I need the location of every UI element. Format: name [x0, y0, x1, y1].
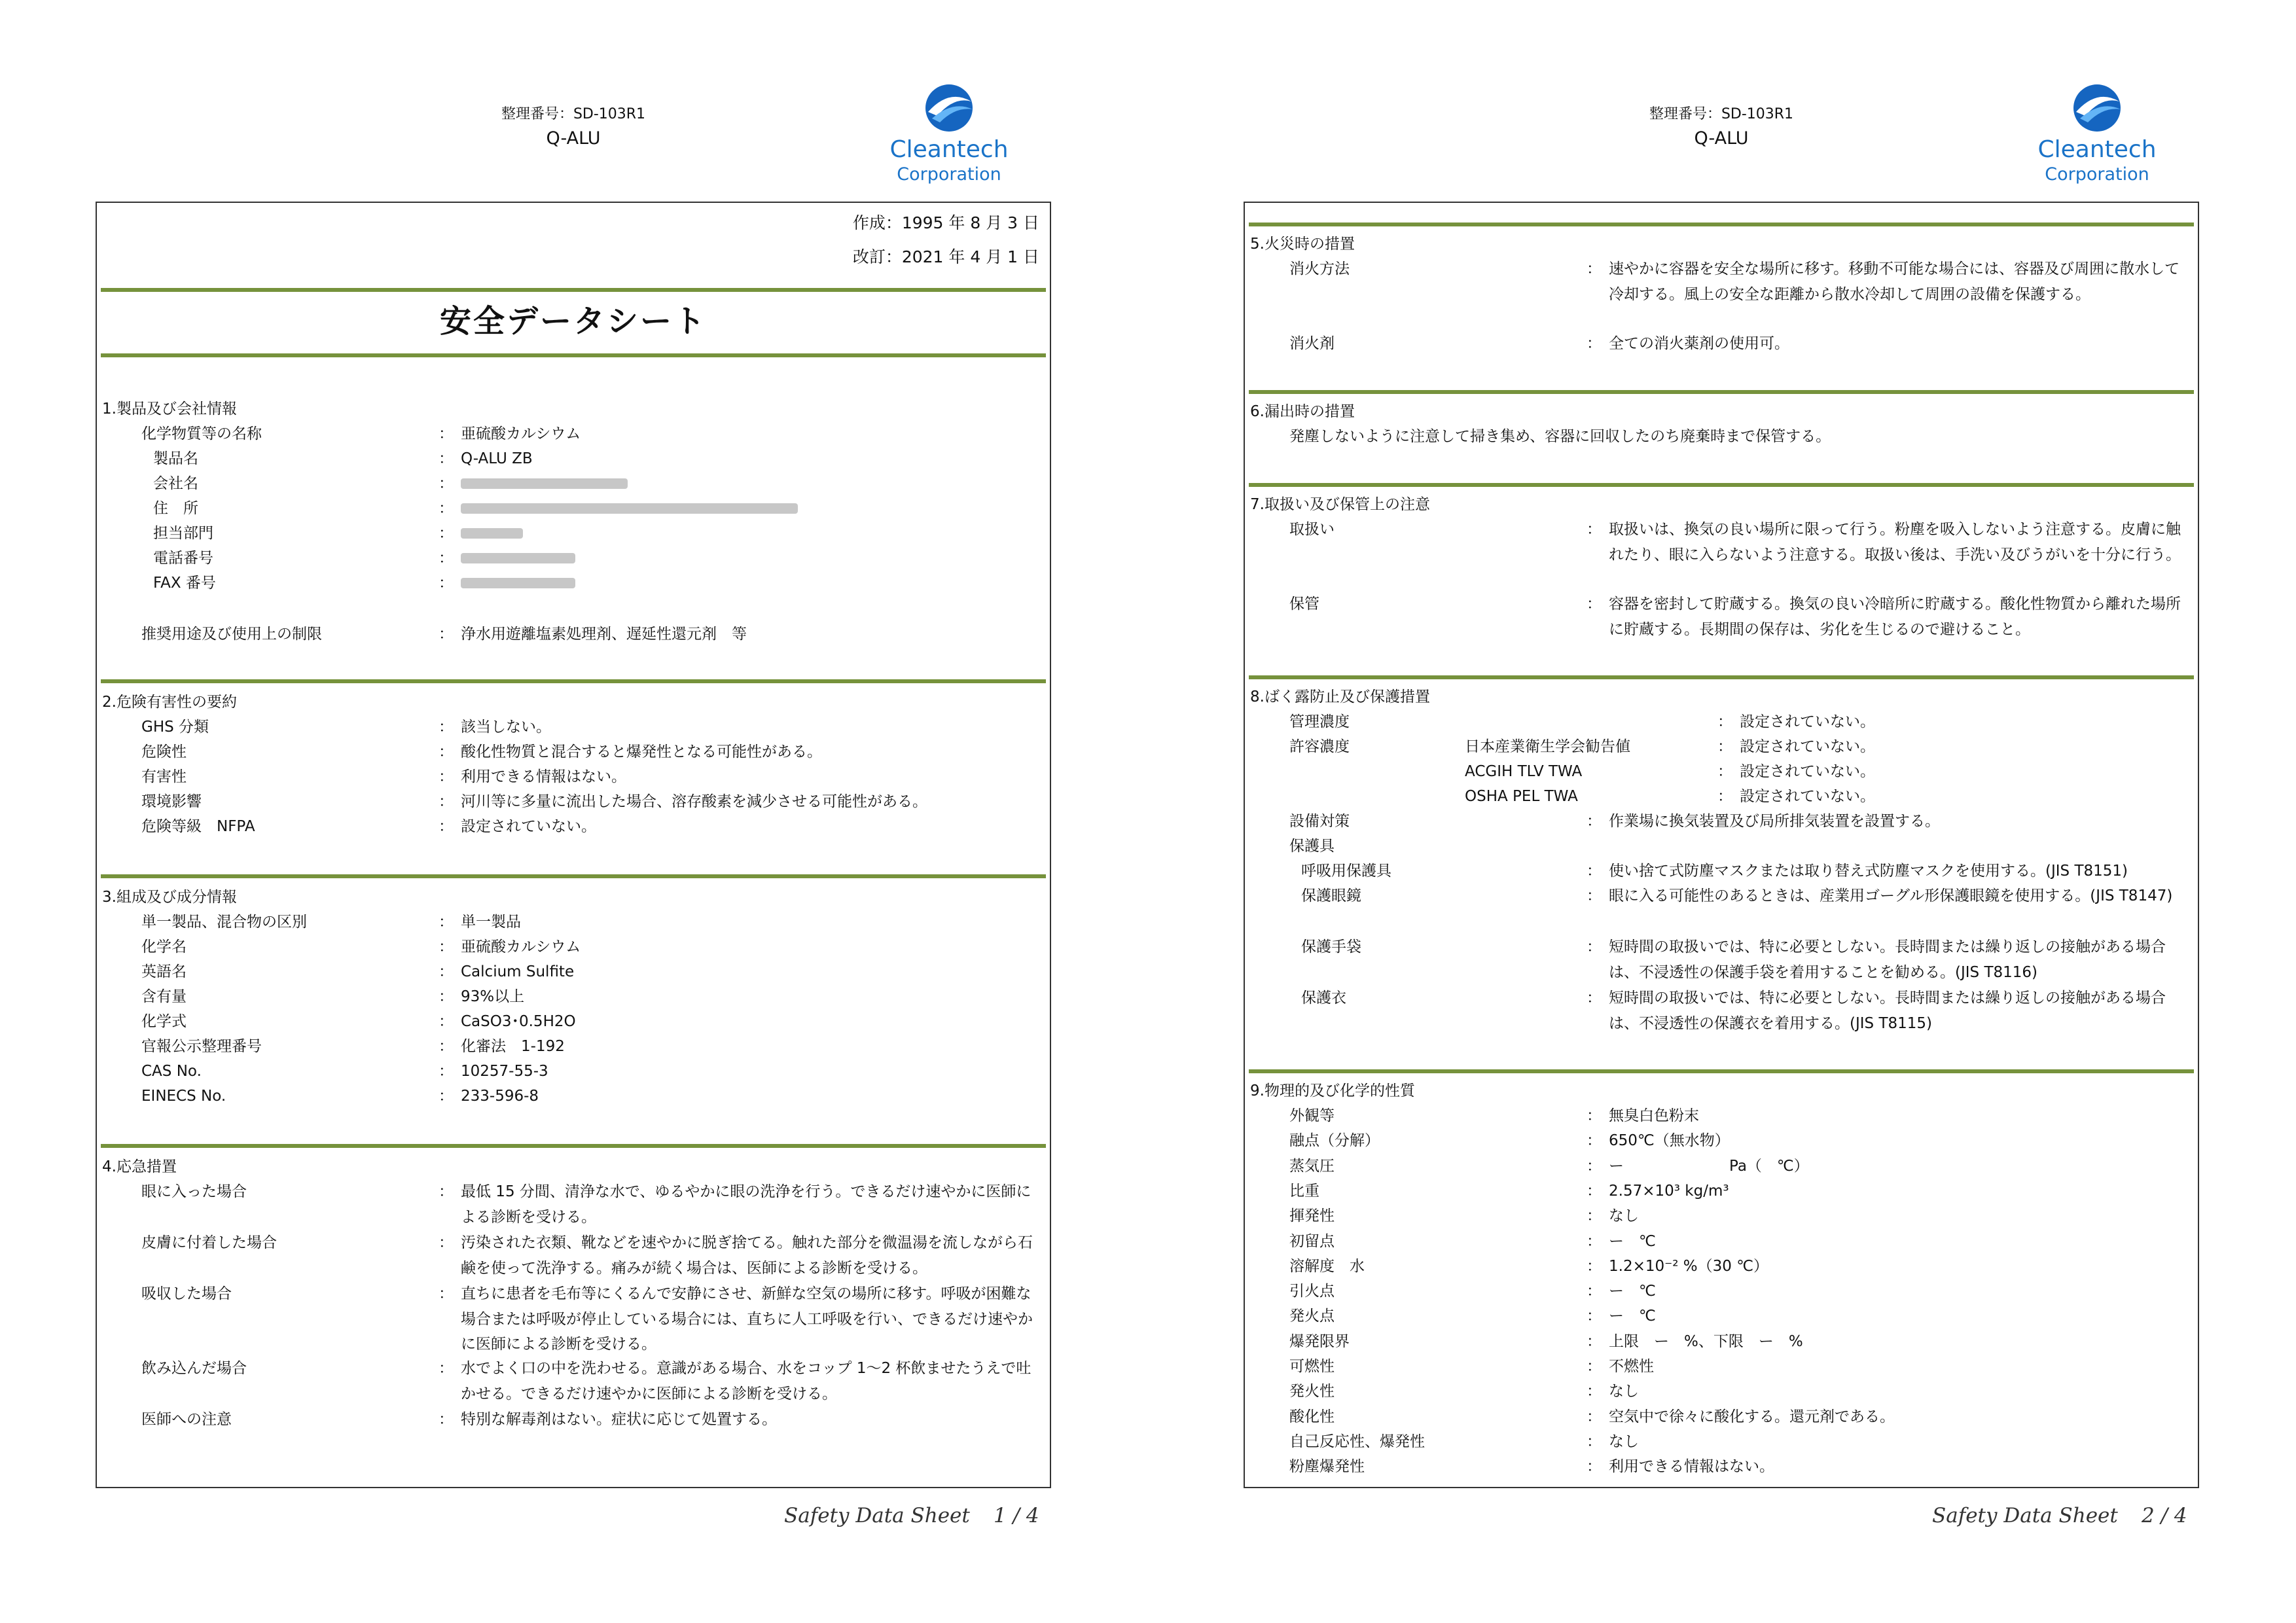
s1-value-name: 亜硫酸カルシウム: [461, 425, 581, 442]
s9-value: なし: [1609, 1383, 1639, 1400]
s2-value: 設定されていない。: [461, 818, 596, 835]
s3-value: 233-596-8: [461, 1088, 539, 1105]
s9-label: 爆発限界: [1289, 1332, 1350, 1350]
colon: ：: [1587, 1408, 1602, 1425]
s1-label-product: 製品名: [153, 450, 198, 467]
logo-name: Cleantech: [889, 136, 1009, 163]
s1-label-fax: FAX 番号: [153, 575, 216, 592]
colon: ：: [439, 1013, 454, 1030]
section-7-heading: 7.取扱い及び保管上の注意: [1250, 496, 1430, 513]
colon: ：: [1587, 1132, 1602, 1150]
section-3-heading: 3.組成及び成分情報: [102, 889, 237, 906]
s1-label-company: 会社名: [153, 475, 198, 492]
s3-value: 単一製品: [461, 914, 521, 931]
s4-label: 皮膚に付着した場合: [141, 1234, 277, 1251]
redacted-dept: [461, 528, 523, 539]
s4-value: 最低 15 分間、清浄な水で、ゆるやかに眼の洗浄を行う。できるだけ速やかに医師による診断を受ける。: [461, 1183, 1031, 1226]
s4-value: 直ちに患者を毛布等にくるんで安静にさせ、新鮮な空気の場所に移す。呼吸が困難な場合または呼吸が停止している場合には、直ちに人工呼吸を行い、できるだけ速やかに医師による診断を受ける。: [461, 1285, 1033, 1353]
s8-label-equip: 設備対策: [1289, 813, 1350, 830]
document-title: 安全データシート: [439, 303, 707, 340]
divider: [1249, 675, 2194, 679]
s3-value: Calcium Sulfite: [461, 963, 575, 980]
colon: ：: [439, 1360, 454, 1377]
s3-label: CAS No.: [141, 1063, 202, 1080]
s1-label-usage: 推奨用途及び使用上の制限: [141, 626, 322, 643]
swirl-logo-icon: [918, 82, 980, 135]
colon: ：: [1587, 1157, 1602, 1175]
section-9-heading: 9.物理的及び化学的性質: [1250, 1082, 1415, 1099]
divider: [101, 1144, 1046, 1148]
s8-ppe-value: 短時間の取扱いでは、特に必要としない。長時間または繰り返しの接触がある場合は、不浸透性の保護衣を着用する。(JIS T8115): [1609, 990, 2166, 1032]
colon: ：: [1587, 1458, 1602, 1476]
s2-value: 河川等に多量に流出した場合、溶存酸素を減少させる可能性がある。: [461, 793, 927, 810]
s4-label: 眼に入った場合: [141, 1183, 247, 1200]
s9-label: 酸化性: [1289, 1408, 1335, 1425]
s9-label: 揮発性: [1289, 1207, 1335, 1225]
redacted-fax: [461, 578, 575, 588]
s9-value: なし: [1609, 1207, 1639, 1225]
s3-value: 亜硫酸カルシウム: [461, 938, 581, 955]
page-header: [1584, 105, 1859, 152]
s8-org: ACGIH TLV TWA: [1465, 763, 1583, 780]
s9-value: 利用できる情報はない。: [1609, 1458, 1774, 1476]
colon: ：: [439, 575, 454, 592]
s5-label: 消火方法: [1289, 260, 1350, 277]
s9-label: 発火点: [1289, 1308, 1335, 1325]
s5-value: 速やかに容器を安全な場所に移す。移動不可能な場合には、容器及び周囲に散水して冷却する。風上の安全な距離から散水冷却して周囲の設備を保護する。: [1609, 260, 2180, 303]
s4-label: 飲み込んだ場合: [141, 1360, 247, 1377]
s8-ppe-label: 保護衣: [1301, 990, 1346, 1007]
s9-label: 融点（分解）: [1289, 1132, 1380, 1150]
colon: ：: [439, 743, 454, 760]
colon: ：: [439, 1285, 454, 1302]
s8-ppe-label: 呼吸用保護具: [1301, 863, 1391, 880]
section-2-heading: 2.危険有害性の要約: [102, 694, 237, 711]
s3-value-formula: CaSO3･0.5H2O: [461, 1013, 576, 1030]
colon: ：: [439, 500, 454, 517]
s8-ppe-label: 保護手袋: [1301, 938, 1361, 955]
reference-number: 整理番号：SD-103R1: [1649, 106, 1794, 122]
s9-label: 自己反応性、爆発性: [1289, 1433, 1425, 1450]
colon: ：: [439, 768, 454, 785]
s3-value: 10257-55-3: [461, 1063, 548, 1080]
section-6-heading: 6.漏出時の措置: [1250, 403, 1355, 420]
s3-value: 93%以上: [461, 988, 525, 1005]
s8-label-allow: 許容濃度: [1289, 738, 1350, 755]
section-5-heading: 5.火災時の措置: [1250, 236, 1355, 253]
colon: ：: [1587, 813, 1602, 830]
s8-org-value: 設定されていない。: [1740, 788, 1875, 805]
s3-label: 官報公示整理番号: [141, 1038, 262, 1055]
colon: ：: [1587, 1383, 1602, 1400]
revised-date: 改訂：2021 年 4 月 1 日: [852, 247, 1039, 266]
colon: ：: [1587, 1107, 1602, 1124]
colon: ：: [439, 1183, 454, 1200]
colon: ：: [1587, 1232, 1602, 1250]
s9-value: 無臭白色粉末: [1609, 1107, 1699, 1124]
colon: ：: [1587, 887, 1602, 904]
colon: ：: [1587, 938, 1602, 955]
s3-label: 単一製品、混合物の区別: [141, 914, 307, 931]
footer-page: 2 / 4: [2142, 1504, 2187, 1527]
colon: ：: [439, 963, 454, 980]
redacted-phone: [461, 553, 575, 563]
s8-ppe-label: 保護眼鏡: [1301, 887, 1361, 904]
s2-label: 危険等級 NFPA: [141, 818, 255, 835]
colon: ：: [1587, 596, 1602, 613]
colon: ：: [1587, 1182, 1602, 1200]
colon: ：: [1587, 521, 1602, 538]
s8-value-mgmt: 設定されていない。: [1740, 713, 1875, 730]
s9-label: 発火性: [1289, 1383, 1335, 1400]
s7-label: 保管: [1289, 596, 1319, 613]
s9-value: ー ℃: [1609, 1232, 1656, 1250]
s1-value-product: Q-ALU ZB: [461, 450, 533, 467]
section-1-heading: 1.製品及び会社情報: [102, 401, 237, 418]
s5-value: 全ての消火薬剤の使用可。: [1609, 335, 1789, 352]
s9-label: 可燃性: [1289, 1358, 1335, 1375]
s8-value-equip: 作業場に換気装置及び局所排気装置を設置する。: [1609, 813, 1940, 830]
colon: ：: [1587, 1283, 1602, 1300]
s1-value-usage: 浄水用遊離塩素処理剤、遅延性還元剤 等: [461, 626, 747, 643]
s2-label: 環境影響: [141, 793, 202, 810]
company-logo: [2018, 82, 2176, 193]
divider: [101, 353, 1046, 357]
s9-value: 650℃（無水物）: [1609, 1132, 1730, 1150]
s8-ppe-value: 短時間の取扱いでは、特に必要としない。長時間または繰り返しの接触がある場合は、不浸透性の保護手袋を着用することを勧める。(JIS T8116): [1609, 938, 2166, 981]
s6-text: 発塵しないように注意して掃き集め、容器に回収したのち廃棄時まで保管する。: [1289, 428, 1831, 445]
s8-label-ppe: 保護具: [1289, 838, 1335, 855]
colon: ：: [439, 1038, 454, 1055]
swirl-logo-icon: [2066, 82, 2128, 135]
s8-ppe-value: 眼に入る可能性のあるときは、産業用ゴーグル形保護眼鏡を使用する。(JIS T8147): [1609, 887, 2173, 904]
s3-value: 化審法 1-192: [461, 1038, 565, 1055]
colon: ：: [1717, 713, 1732, 730]
s9-label: 外観等: [1289, 1107, 1335, 1124]
colon: ：: [1587, 335, 1602, 352]
s1-label-phone: 電話番号: [153, 550, 213, 567]
s3-label: 英語名: [141, 963, 187, 980]
colon: ：: [439, 626, 454, 643]
colon: ：: [1587, 1308, 1602, 1325]
s2-label: 有害性: [141, 768, 187, 785]
s5-label: 消火剤: [1289, 335, 1335, 352]
s2-value: 利用できる情報はない。: [461, 768, 626, 785]
colon: ：: [439, 1411, 454, 1428]
colon: ：: [1587, 863, 1602, 880]
s3-label: 含有量: [141, 988, 187, 1005]
s8-org: OSHA PEL TWA: [1465, 788, 1578, 805]
created-date: 作成：1995 年 8 月 3 日: [852, 213, 1039, 232]
reference-number: 整理番号：SD-103R1: [501, 106, 646, 122]
colon: ：: [439, 914, 454, 931]
divider: [1249, 390, 2194, 394]
footer-title: Safety Data Sheet: [1932, 1504, 2118, 1527]
s9-value: ー ℃: [1609, 1283, 1656, 1300]
s7-value: 取扱いは、換気の良い場所に限って行う。粉塵を吸入しないよう注意する。皮膚に触れたり、眼に入らないよう注意する。取扱い後は、手洗い及びうがいを十分に行う。: [1609, 521, 2181, 563]
logo-name: Cleantech: [2037, 136, 2157, 163]
content-frame: [96, 202, 1051, 1488]
colon: ：: [1587, 1433, 1602, 1450]
colon: ：: [439, 1234, 454, 1251]
s8-org-value: 設定されていない。: [1740, 763, 1875, 780]
colon: ：: [439, 818, 454, 835]
s9-value: 上限 ー %、下限 ー %: [1609, 1332, 1803, 1350]
colon: ：: [439, 525, 454, 542]
s4-label: 医師への注意: [141, 1411, 232, 1428]
colon: ：: [439, 475, 454, 492]
colon: ：: [439, 425, 454, 442]
page-header: [436, 105, 711, 152]
s1-label-name: 化学物質等の名称: [141, 425, 262, 442]
page-2: [1148, 0, 2296, 1623]
s2-value: 酸化性物質と混合すると爆発性となる可能性がある。: [461, 743, 822, 760]
colon: ：: [1587, 1207, 1602, 1225]
colon: ：: [439, 1063, 454, 1080]
divider: [101, 288, 1046, 292]
colon: ：: [439, 1088, 454, 1105]
colon: ：: [1717, 738, 1732, 755]
s8-org-value: 設定されていない。: [1740, 738, 1875, 755]
footer-title: Safety Data Sheet: [784, 1504, 970, 1527]
colon: ：: [439, 988, 454, 1005]
colon: ：: [439, 938, 454, 955]
s2-label: 危険性: [141, 743, 187, 760]
s7-value: 容器を密封して貯蔵する。換気の良い冷暗所に貯蔵する。酸化性物質から離れた場所に貯蔵する。長期間の保存は、劣化を生じるので避けること。: [1609, 596, 2181, 638]
colon: ：: [1717, 788, 1732, 805]
s9-label: 引火点: [1289, 1283, 1335, 1300]
s9-value: 1.2×10⁻² %（30 ℃）: [1609, 1257, 1769, 1275]
colon: ：: [439, 719, 454, 736]
content-frame: [1244, 202, 2199, 1488]
divider: [1249, 1069, 2194, 1073]
divider: [101, 679, 1046, 683]
s8-org: 日本産業衛生学会勧告値: [1465, 738, 1630, 755]
s8-ppe-value: 使い捨て式防塵マスクまたは取り替え式防塵マスクを使用する。(JIS T8151): [1609, 863, 2128, 880]
s9-label: 比重: [1289, 1182, 1319, 1200]
s8-label-mgmt: 管理濃度: [1289, 713, 1350, 730]
divider: [1249, 483, 2194, 487]
section-8-heading: 8.ばく露防止及び保護措置: [1250, 688, 1430, 705]
colon: ：: [1587, 1257, 1602, 1275]
s9-value: ー Pa（ ℃）: [1609, 1157, 1809, 1175]
logo-sub: Corporation: [897, 164, 1001, 185]
divider: [1249, 223, 2194, 226]
s2-value: 該当しない。: [461, 719, 551, 736]
s9-value: 不燃性: [1609, 1358, 1654, 1375]
divider: [101, 874, 1046, 878]
s4-value: 汚染された衣類、靴などを速やかに脱ぎ捨てる。触れた部分を微温湯を流しながら石鹸を使って洗浄する。痛みが続く場合は、医師による診断を受ける。: [461, 1234, 1033, 1277]
colon: ：: [439, 450, 454, 467]
colon: ：: [1587, 1358, 1602, 1375]
s4-value: 特別な解毒剤はない。症状に応じて処置する。: [461, 1411, 777, 1428]
section-4-heading: 4.応急措置: [102, 1158, 177, 1175]
s9-value: なし: [1609, 1433, 1639, 1450]
s2-label: GHS 分類: [141, 719, 209, 736]
redacted-company: [461, 478, 628, 489]
s1-label-address: 住 所: [153, 500, 198, 517]
s9-label: 蒸気圧: [1289, 1157, 1335, 1175]
product-code: Q-ALU: [546, 128, 601, 149]
logo-sub: Corporation: [2045, 164, 2149, 185]
s9-value: 空気中で徐々に酸化する。還元剤である。: [1609, 1408, 1895, 1425]
s1-label-dept: 担当部門: [153, 525, 213, 542]
colon: ：: [1587, 990, 1602, 1007]
s9-label: 初留点: [1289, 1232, 1335, 1250]
redacted-address: [461, 503, 798, 514]
colon: ：: [1587, 1332, 1602, 1350]
s4-label: 吸収した場合: [141, 1285, 232, 1302]
company-logo: [870, 82, 1028, 193]
colon: ：: [1717, 763, 1732, 780]
s9-value: 2.57×10³ kg/m³: [1609, 1182, 1729, 1200]
colon: ：: [439, 793, 454, 810]
s3-label: EINECS No.: [141, 1088, 226, 1105]
s3-label: 化学式: [141, 1013, 187, 1030]
s9-value: ー ℃: [1609, 1308, 1656, 1325]
footer-page: 1 / 4: [994, 1504, 1039, 1527]
product-code: Q-ALU: [1694, 128, 1749, 149]
s9-label: 溶解度 水: [1289, 1257, 1365, 1275]
colon: ：: [1587, 260, 1602, 277]
s7-label: 取扱い: [1289, 521, 1335, 538]
colon: ：: [439, 550, 454, 567]
s3-label: 化学名: [141, 938, 187, 955]
s9-label: 粉塵爆発性: [1289, 1458, 1365, 1476]
s4-value: 水でよく口の中を洗わせる。意識がある場合、水をコップ 1～2 杯飲ませたうえで吐かせる。できるだけ速やかに医師による診断を受ける。: [461, 1360, 1031, 1402]
